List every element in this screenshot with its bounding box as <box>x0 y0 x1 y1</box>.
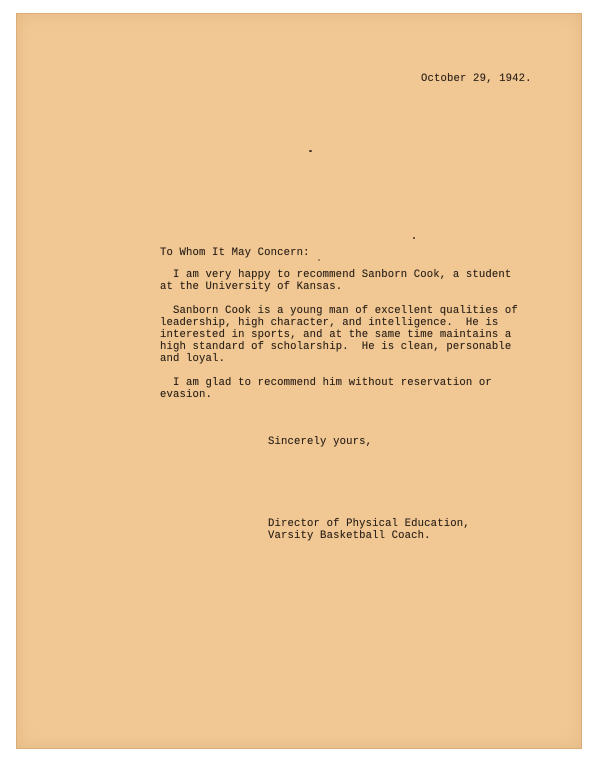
paper-speck <box>309 150 312 152</box>
salutation: To Whom It May Concern: <box>160 247 310 259</box>
paragraph-2-line-3: interested in sports, and at the same time maintains a <box>160 329 512 341</box>
letter-date: October 29, 1942. <box>421 73 532 85</box>
paper-speck <box>413 237 415 239</box>
paragraph-3-line-1: I am glad to recommend him without reservation or <box>173 377 492 389</box>
paragraph-2-line-1: Sanborn Cook is a young man of excellent qualities of <box>173 305 518 317</box>
paragraph-1-line-2: at the University of Kansas. <box>160 281 343 293</box>
paragraph-2-line-4: high standard of scholarship. He is clean, personable <box>160 341 512 353</box>
paragraph-1-line-1: I am very happy to recommend Sanborn Cook, a student <box>173 269 512 281</box>
paper-speck <box>318 259 320 261</box>
signature-title-line-2: Varsity Basketball Coach. <box>268 530 431 542</box>
complimentary-closing: Sincerely yours, <box>268 436 373 448</box>
paragraph-3-line-2: evasion. <box>160 389 213 401</box>
paragraph-2-line-2: leadership, high character, and intelligence. He is <box>160 317 499 329</box>
signature-title-line-1: Director of Physical Education, <box>268 518 470 530</box>
paragraph-2-line-5: and loyal. <box>160 353 226 365</box>
